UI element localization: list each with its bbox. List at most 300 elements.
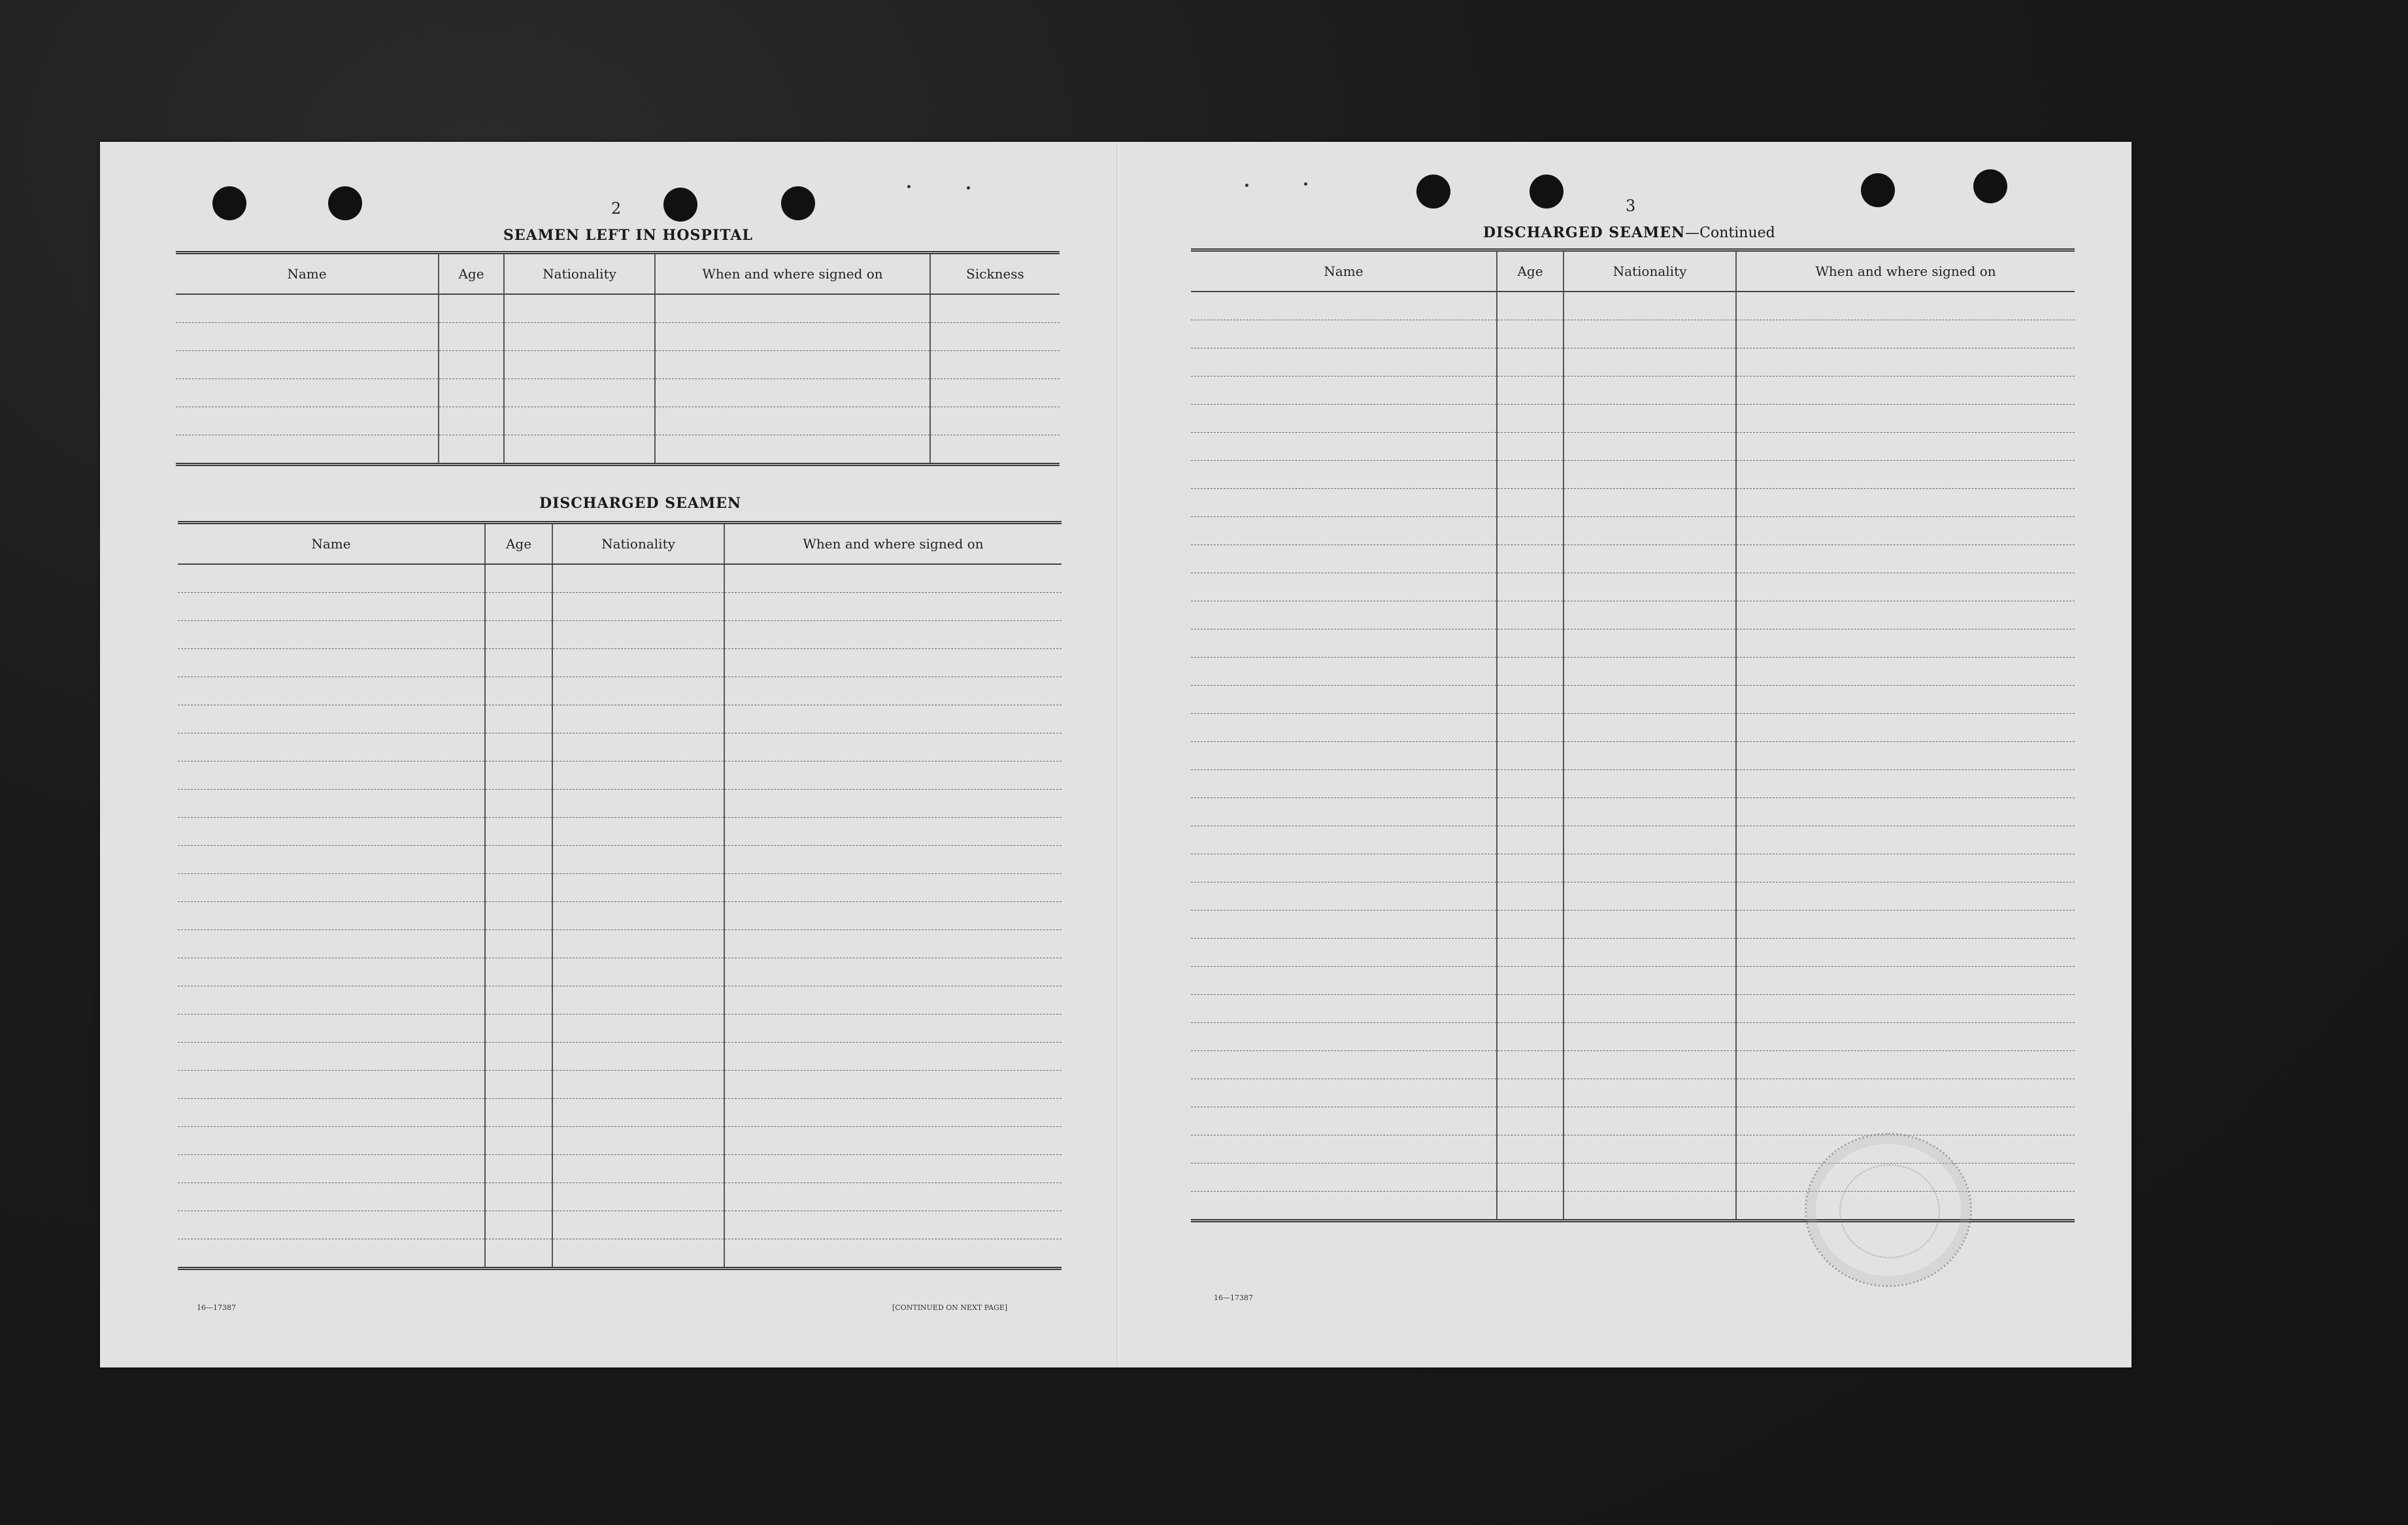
- table-cell: [1564, 939, 1736, 967]
- table-cell: [1564, 461, 1736, 489]
- table-cell: [178, 818, 485, 846]
- table-cell: [724, 930, 1062, 958]
- table-cell: [178, 790, 485, 818]
- table-cell: [178, 649, 485, 677]
- table-cell: [1736, 377, 2075, 405]
- table-cell: [178, 930, 485, 958]
- table-row: [176, 379, 1060, 407]
- table-row: [1191, 770, 2075, 798]
- discharged-continued-title: [1483, 224, 1775, 241]
- page-number: 3: [1626, 197, 1636, 215]
- column-header-signed-on: When and where signed on: [1736, 250, 2075, 292]
- table-cell: [1564, 658, 1736, 686]
- table-cell: [724, 986, 1062, 1014]
- table-cell: [1564, 826, 1736, 854]
- table-cell: [655, 294, 930, 323]
- table-cell: [1736, 658, 2075, 686]
- table-cell: [178, 1155, 485, 1183]
- table-cell: [552, 930, 724, 958]
- table-cell: [1497, 405, 1564, 433]
- table-cell: [178, 1014, 485, 1043]
- table-cell: [485, 1239, 552, 1269]
- table-cell: [1497, 882, 1564, 911]
- table-cell: [552, 705, 724, 733]
- table-cell: [724, 1127, 1062, 1155]
- column-header-signed-on: When and where signed on: [655, 253, 930, 295]
- table-cell: [1736, 882, 2075, 911]
- table-cell: [1191, 770, 1497, 798]
- table-cell: [1736, 348, 2075, 377]
- table-cell: [485, 1014, 552, 1043]
- table-cell: [1497, 377, 1564, 405]
- table-cell: [1191, 911, 1497, 939]
- table-cell: [178, 1211, 485, 1239]
- table-cell: [1736, 770, 2075, 798]
- table-cell: [1497, 770, 1564, 798]
- table-cell: [1564, 1192, 1736, 1221]
- table-cell: [552, 677, 724, 705]
- column-header-nationality: Nationality: [552, 523, 724, 565]
- table-cell: [439, 294, 504, 323]
- table-cell: [1497, 1107, 1564, 1135]
- table-cell: [178, 986, 485, 1014]
- punch-hole: [663, 188, 697, 222]
- table-cell: [1497, 348, 1564, 377]
- table-row: [178, 930, 1062, 958]
- table-row: [178, 1239, 1062, 1269]
- table-cell: [504, 323, 655, 351]
- table-cell: [439, 323, 504, 351]
- table-cell: [1191, 1135, 1497, 1164]
- page-fold: [1116, 142, 1119, 1367]
- speck: [907, 185, 911, 188]
- table-cell: [485, 1071, 552, 1099]
- table-cell: [1736, 826, 2075, 854]
- table-cell: [1564, 545, 1736, 573]
- table-cell: [552, 1155, 724, 1183]
- faded-seal-stamp: [1805, 1133, 1972, 1287]
- punch-hole: [1530, 175, 1564, 209]
- table-cell: [1564, 489, 1736, 517]
- table-cell: [1736, 573, 2075, 601]
- table-cell: [1564, 1023, 1736, 1051]
- table-cell: [1191, 1051, 1497, 1079]
- table-cell: [1191, 629, 1497, 658]
- table-cell: [724, 621, 1062, 649]
- table-row: [178, 1099, 1062, 1127]
- table-cell: [724, 1071, 1062, 1099]
- table-row: [176, 294, 1060, 323]
- table-cell: [724, 846, 1062, 874]
- table-cell: [1497, 545, 1564, 573]
- hospital-table-body: [176, 294, 1060, 465]
- table-cell: [1497, 911, 1564, 939]
- table-row: [1191, 714, 2075, 742]
- table-cell: [178, 677, 485, 705]
- table-cell: [1497, 489, 1564, 517]
- table-cell: [1564, 686, 1736, 714]
- table-row: [176, 407, 1060, 435]
- table-cell: [724, 1183, 1062, 1211]
- table-cell: [485, 818, 552, 846]
- table-row: [178, 1127, 1062, 1155]
- table-cell: [1497, 433, 1564, 461]
- table-cell: [1736, 939, 2075, 967]
- table-cell: [1497, 798, 1564, 826]
- table-row: [1191, 348, 2075, 377]
- table-row: [1191, 1079, 2075, 1107]
- table-cell: [552, 790, 724, 818]
- table-cell: [724, 1155, 1062, 1183]
- table-cell: [724, 902, 1062, 930]
- table-cell: [1191, 320, 1497, 348]
- table-cell: [1564, 798, 1736, 826]
- table-cell: [178, 1099, 485, 1127]
- table-cell: [552, 874, 724, 902]
- table-cell: [724, 1014, 1062, 1043]
- table-cell: [1191, 433, 1497, 461]
- table-cell: [724, 649, 1062, 677]
- table-cell: [655, 379, 930, 407]
- table-cell: [1497, 320, 1564, 348]
- column-header-age: Age: [439, 253, 504, 295]
- document-sheet: [100, 142, 2132, 1367]
- table-cell: [930, 407, 1060, 435]
- table-cell: [1497, 292, 1564, 320]
- table-cell: [1736, 629, 2075, 658]
- table-cell: [1497, 517, 1564, 545]
- table-cell: [1564, 433, 1736, 461]
- table-cell: [1736, 686, 2075, 714]
- table-cell: [504, 407, 655, 435]
- table-cell: [655, 351, 930, 379]
- table-cell: [1191, 854, 1497, 882]
- table-cell: [1736, 292, 2075, 320]
- table-row: [176, 435, 1060, 465]
- table-row: [1191, 967, 2075, 995]
- table-cell: [552, 621, 724, 649]
- table-row: [178, 818, 1062, 846]
- table-cell: [176, 435, 439, 465]
- table-cell: [485, 649, 552, 677]
- table-cell: [1564, 911, 1736, 939]
- table-cell: [552, 1183, 724, 1211]
- table-header-row: [178, 523, 1062, 565]
- table-row: [178, 1211, 1062, 1239]
- table-cell: [724, 677, 1062, 705]
- table-cell: [724, 1043, 1062, 1071]
- table-row: [1191, 686, 2075, 714]
- table-cell: [485, 1127, 552, 1155]
- table-cell: [1497, 939, 1564, 967]
- table-cell: [1191, 1107, 1497, 1135]
- table-cell: [485, 846, 552, 874]
- table-cell: [1736, 489, 2075, 517]
- table-row: [1191, 798, 2075, 826]
- table-row: [1191, 489, 2075, 517]
- table-cell: [176, 379, 439, 407]
- table-cell: [504, 379, 655, 407]
- table-cell: [1191, 489, 1497, 517]
- table-cell: [1191, 377, 1497, 405]
- table-cell: [552, 649, 724, 677]
- table-cell: [1497, 1051, 1564, 1079]
- table-cell: [1736, 1079, 2075, 1107]
- table-cell: [1497, 967, 1564, 995]
- table-row: [1191, 461, 2075, 489]
- table-cell: [1564, 573, 1736, 601]
- table-header-row: [176, 253, 1060, 295]
- table-row: [178, 621, 1062, 649]
- speck: [967, 186, 970, 190]
- table-cell: [1564, 1079, 1736, 1107]
- page-number: 2: [611, 199, 622, 218]
- table-cell: [1497, 1079, 1564, 1107]
- column-header-sickness: Sickness: [930, 253, 1060, 295]
- table-cell: [552, 762, 724, 790]
- faded-seal-inner-ring: [1839, 1164, 1940, 1258]
- table-cell: [1497, 1164, 1564, 1192]
- table-cell: [724, 593, 1062, 621]
- table-cell: [1191, 1192, 1497, 1221]
- column-header-signed-on: When and where signed on: [724, 523, 1062, 565]
- table-cell: [552, 564, 724, 593]
- table-cell: [485, 902, 552, 930]
- table-cell: [178, 762, 485, 790]
- table-cell: [178, 1071, 485, 1099]
- table-cell: [176, 407, 439, 435]
- table-cell: [1191, 686, 1497, 714]
- speck: [1304, 182, 1307, 186]
- table-row: [178, 762, 1062, 790]
- table-cell: [1564, 405, 1736, 433]
- table-cell: [1736, 320, 2075, 348]
- table-cell: [724, 1099, 1062, 1127]
- table-cell: [1191, 939, 1497, 967]
- table-cell: [485, 874, 552, 902]
- table-cell: [1564, 1135, 1736, 1164]
- table-cell: [178, 1127, 485, 1155]
- table-cell: [1191, 995, 1497, 1023]
- table-cell: [1191, 742, 1497, 770]
- discharged-table-left: [178, 521, 1062, 1270]
- punch-hole: [1416, 175, 1450, 209]
- table-cell: [1736, 1051, 2075, 1079]
- column-header-age: Age: [485, 523, 552, 565]
- table-cell: [552, 1099, 724, 1127]
- table-cell: [485, 564, 552, 593]
- table-cell: [1736, 517, 2075, 545]
- table-cell: [485, 790, 552, 818]
- discharged-continued-title-main: DISCHARGED SEAMEN: [1483, 224, 1686, 241]
- table-cell: [1191, 573, 1497, 601]
- table-cell: [724, 564, 1062, 593]
- table-row: [1191, 854, 2075, 882]
- column-header-age: Age: [1497, 250, 1564, 292]
- discharged-section-title: DISCHARGED SEAMEN: [539, 495, 742, 512]
- table-cell: [1191, 798, 1497, 826]
- table-cell: [485, 593, 552, 621]
- table-cell: [1736, 995, 2075, 1023]
- table-row: [1191, 320, 2075, 348]
- table-row: [1191, 742, 2075, 770]
- table-cell: [178, 846, 485, 874]
- table-cell: [504, 294, 655, 323]
- table-cell: [1191, 967, 1497, 995]
- table-row: [178, 564, 1062, 593]
- table-cell: [1497, 995, 1564, 1023]
- table-cell: [552, 1043, 724, 1071]
- table-cell: [1736, 461, 2075, 489]
- table-cell: [724, 762, 1062, 790]
- table-row: [1191, 882, 2075, 911]
- table-cell: [485, 677, 552, 705]
- table-cell: [930, 379, 1060, 407]
- table-cell: [439, 351, 504, 379]
- table-cell: [1191, 461, 1497, 489]
- table-cell: [1736, 1023, 2075, 1051]
- table-cell: [552, 958, 724, 986]
- table-cell: [1497, 601, 1564, 629]
- table-cell: [552, 1014, 724, 1043]
- table-row: [1191, 292, 2075, 320]
- table-cell: [178, 733, 485, 762]
- table-cell: [655, 435, 930, 465]
- table-row: [1191, 405, 2075, 433]
- table-row: [178, 1014, 1062, 1043]
- table-row: [176, 323, 1060, 351]
- continued-note: [CONTINUED ON NEXT PAGE]: [892, 1303, 1008, 1312]
- table-cell: [1497, 1135, 1564, 1164]
- form-number: 16—17387: [197, 1303, 236, 1312]
- hospital-section-title: SEAMEN LEFT IN HOSPITAL: [503, 227, 753, 244]
- table-cell: [552, 846, 724, 874]
- discharged-table-left-body: [178, 564, 1062, 1269]
- punch-hole: [1861, 173, 1895, 207]
- table-row: [1191, 573, 2075, 601]
- table-row: [178, 1071, 1062, 1099]
- table-row: [178, 1043, 1062, 1071]
- table-cell: [1736, 405, 2075, 433]
- column-header-name: Name: [178, 523, 485, 565]
- table-cell: [552, 1071, 724, 1099]
- table-cell: [1736, 854, 2075, 882]
- table-cell: [439, 407, 504, 435]
- table-cell: [439, 435, 504, 465]
- table-cell: [930, 435, 1060, 465]
- table-row: [1191, 995, 2075, 1023]
- table-cell: [724, 958, 1062, 986]
- table-cell: [1497, 826, 1564, 854]
- table-cell: [1191, 348, 1497, 377]
- table-cell: [724, 733, 1062, 762]
- table-cell: [485, 1183, 552, 1211]
- table-cell: [1564, 1107, 1736, 1135]
- table-cell: [1564, 742, 1736, 770]
- table-row: [178, 593, 1062, 621]
- table-cell: [504, 351, 655, 379]
- table-row: [176, 351, 1060, 379]
- table-row: [178, 677, 1062, 705]
- table-cell: [178, 1043, 485, 1071]
- table-row: [178, 649, 1062, 677]
- table-row: [1191, 545, 2075, 573]
- table-cell: [1191, 601, 1497, 629]
- table-cell: [178, 621, 485, 649]
- table-cell: [1564, 348, 1736, 377]
- table-row: [178, 846, 1062, 874]
- table-cell: [552, 733, 724, 762]
- table-cell: [1497, 658, 1564, 686]
- table-cell: [178, 874, 485, 902]
- table-cell: [176, 294, 439, 323]
- table-cell: [552, 1211, 724, 1239]
- table-cell: [485, 958, 552, 986]
- table-cell: [1564, 854, 1736, 882]
- table-row: [178, 705, 1062, 733]
- table-cell: [485, 705, 552, 733]
- table-row: [1191, 601, 2075, 629]
- column-header-name: Name: [176, 253, 439, 295]
- table-row: [1191, 377, 2075, 405]
- hospital-table: [176, 251, 1060, 466]
- table-cell: [178, 705, 485, 733]
- column-header-name: Name: [1191, 250, 1497, 292]
- table-cell: [485, 762, 552, 790]
- table-cell: [176, 351, 439, 379]
- table-cell: [485, 733, 552, 762]
- table-cell: [178, 958, 485, 986]
- table-cell: [930, 323, 1060, 351]
- column-header-nationality: Nationality: [1564, 250, 1736, 292]
- table-cell: [485, 1099, 552, 1127]
- table-row: [1191, 658, 2075, 686]
- table-cell: [724, 790, 1062, 818]
- punch-hole: [1973, 169, 2007, 203]
- form-number: 16—17387: [1214, 1294, 1253, 1302]
- table-cell: [504, 435, 655, 465]
- table-row: [178, 902, 1062, 930]
- column-header-nationality: Nationality: [504, 253, 655, 295]
- table-cell: [724, 874, 1062, 902]
- table-cell: [439, 379, 504, 407]
- table-cell: [552, 1127, 724, 1155]
- table-cell: [176, 323, 439, 351]
- table-row: [178, 958, 1062, 986]
- table-row: [1191, 629, 2075, 658]
- table-cell: [178, 564, 485, 593]
- table-cell: [485, 930, 552, 958]
- table-cell: [1736, 433, 2075, 461]
- table-cell: [1497, 742, 1564, 770]
- table-cell: [1497, 714, 1564, 742]
- table-cell: [1191, 292, 1497, 320]
- table-cell: [552, 902, 724, 930]
- table-row: [1191, 433, 2075, 461]
- table-cell: [1736, 742, 2075, 770]
- table-cell: [552, 593, 724, 621]
- table-row: [178, 733, 1062, 762]
- table-row: [1191, 1023, 2075, 1051]
- table-cell: [1497, 461, 1564, 489]
- punch-hole: [212, 186, 246, 220]
- table-cell: [655, 323, 930, 351]
- table-cell: [1564, 517, 1736, 545]
- table-cell: [1736, 601, 2075, 629]
- table-row: [1191, 826, 2075, 854]
- table-row: [178, 1183, 1062, 1211]
- speck: [1245, 184, 1248, 187]
